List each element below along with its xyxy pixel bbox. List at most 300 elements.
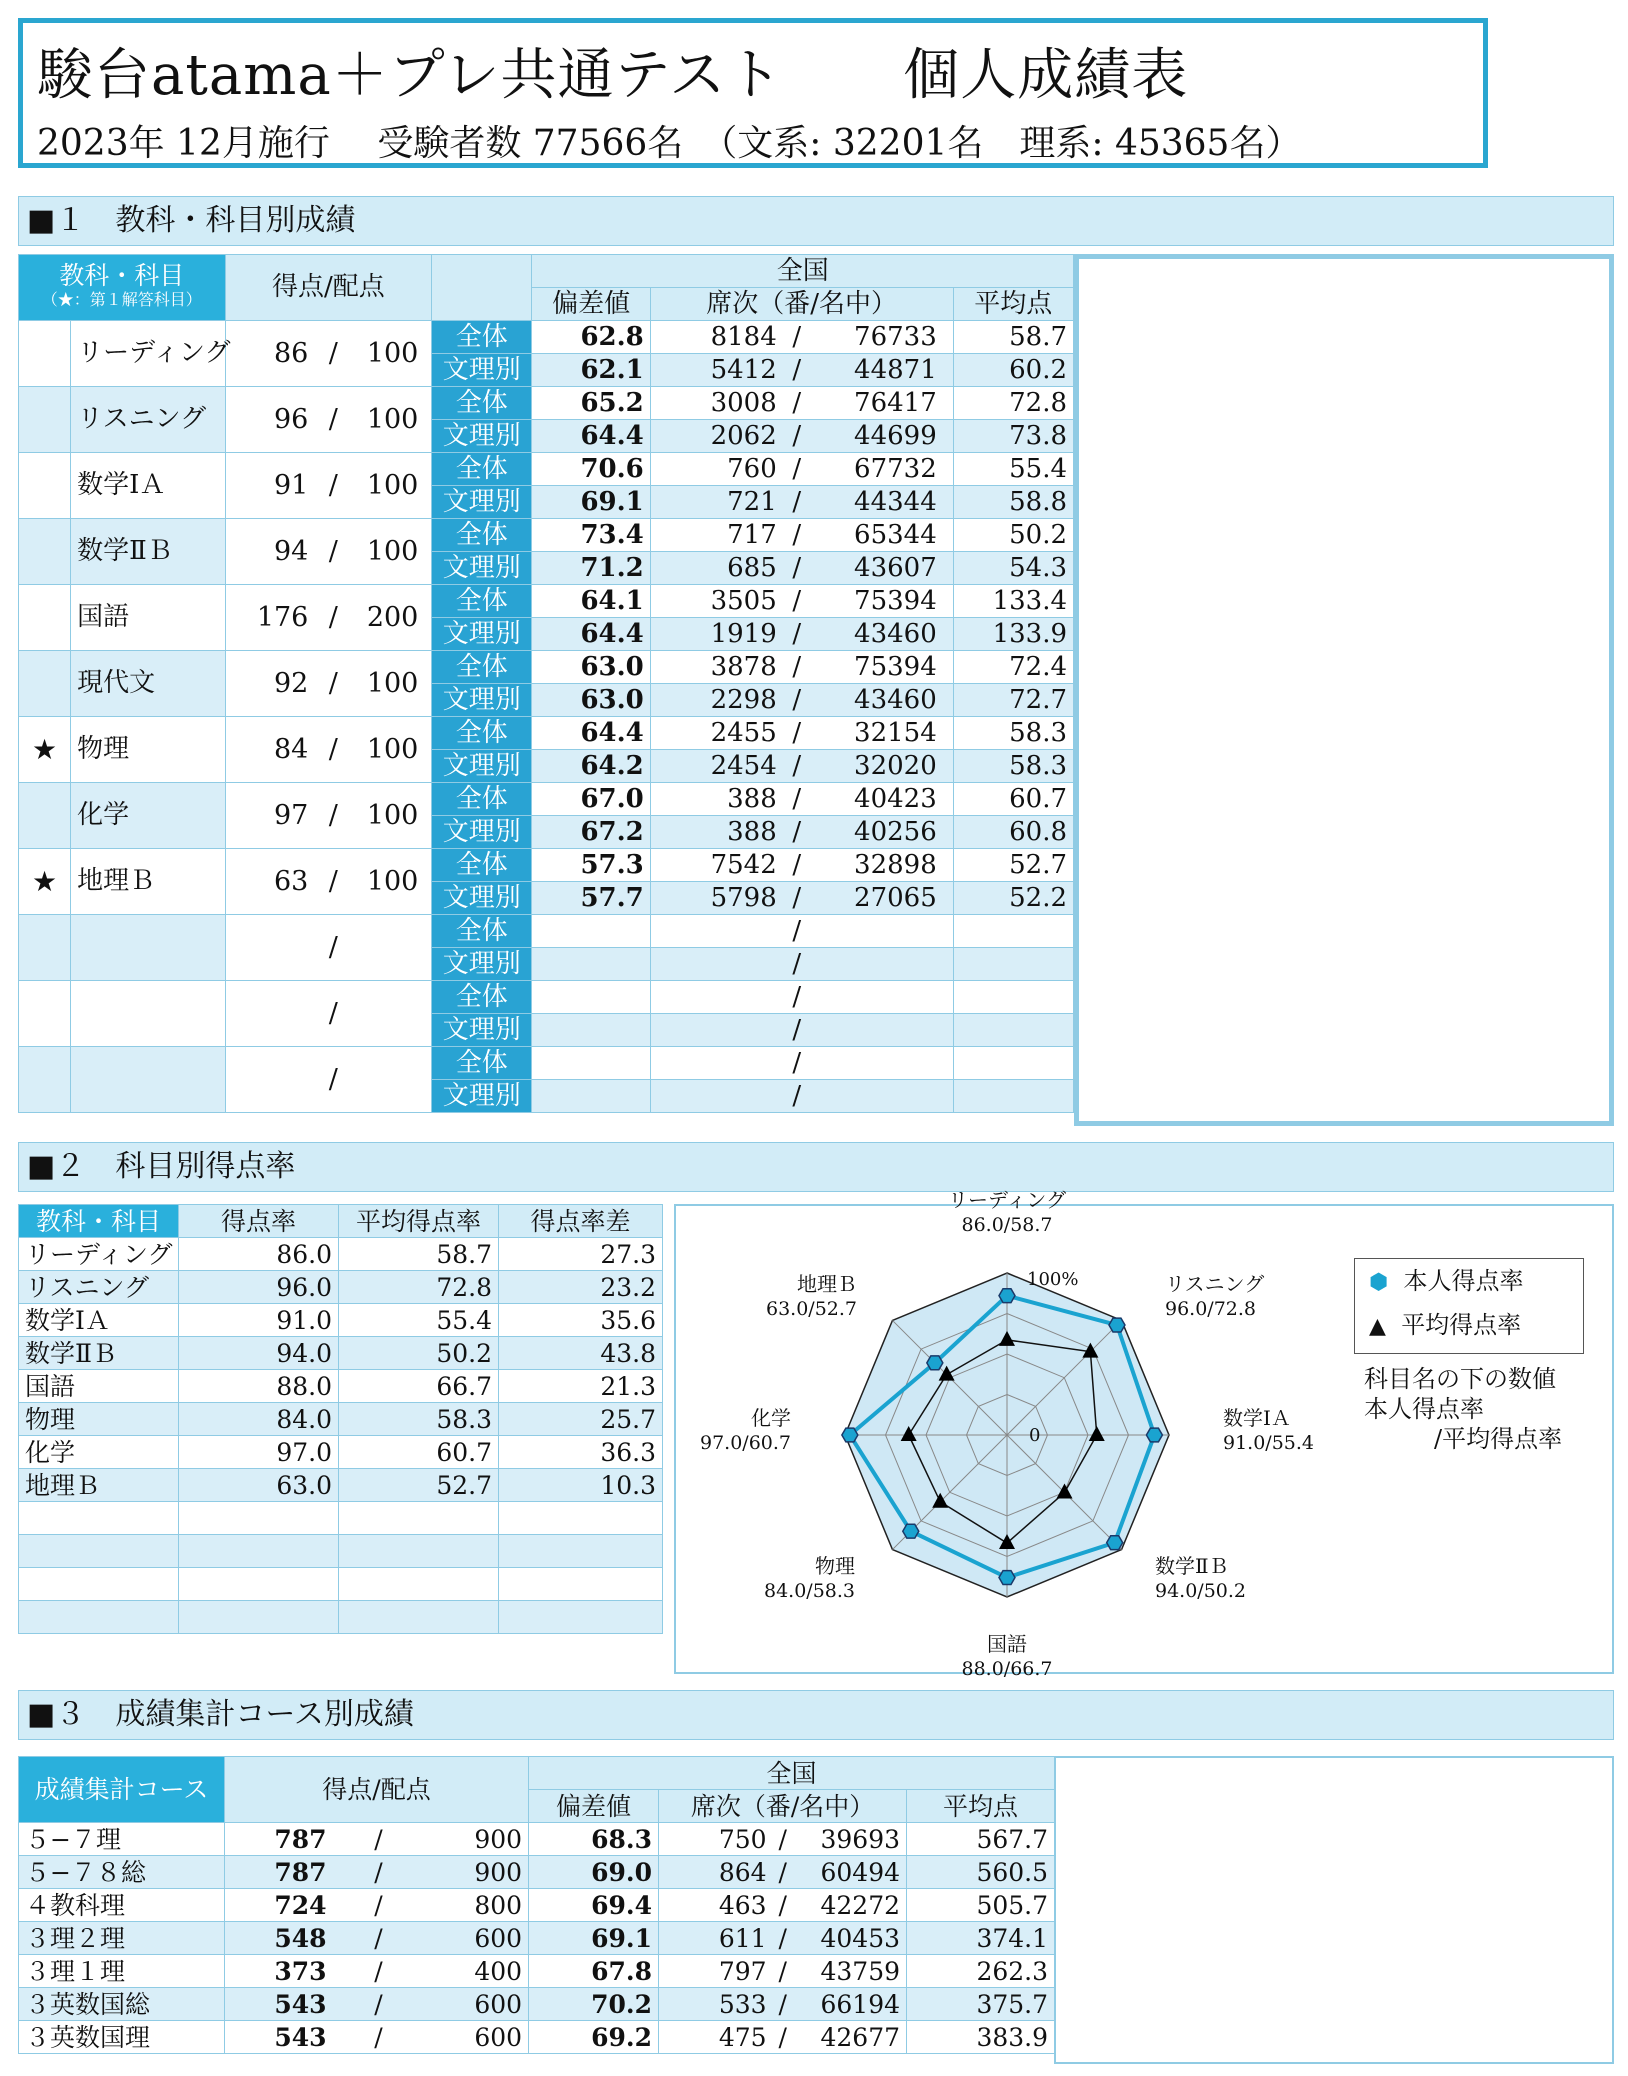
course-row [19, 1889, 1055, 1922]
subject-name: 現代文 [71, 651, 225, 717]
chart-note-line: 科目名の下の数値 [1364, 1365, 1556, 1393]
rate-diff: 10.3 [499, 1469, 663, 1502]
axis-value-label: 63.0/52.7 [765, 1298, 857, 1320]
course-average: 505.7 [907, 1889, 1055, 1922]
rate-average [339, 1601, 499, 1634]
rank-value [650, 618, 953, 651]
legend-self [1355, 1259, 1583, 1303]
rank-value [650, 519, 953, 552]
subject-name: リーディング [71, 321, 225, 387]
th2-avg-rate: 平均得点率 [339, 1205, 499, 1238]
rate-subject: リーディング [19, 1238, 179, 1271]
doc-type: 個人成績表 [903, 43, 1189, 108]
course-score: 543 [225, 1988, 333, 2021]
axis-name-label: 物理 [815, 1554, 855, 1578]
rate-subject: リスニング [19, 1271, 179, 1304]
rate-diff: 35.6 [499, 1304, 663, 1337]
self-point [999, 1289, 1015, 1303]
score-value: 94 [274, 536, 309, 567]
rate-self [179, 1502, 339, 1535]
legend-avg [1355, 1303, 1583, 1347]
course-name: ３英数国総 [19, 1988, 225, 2021]
rank-slash: / [792, 321, 802, 352]
deviation-value: 73.4 [532, 519, 650, 552]
self-point [1109, 1318, 1125, 1332]
th-average: 平均点 [953, 288, 1073, 321]
average-value: 50.2 [953, 519, 1073, 552]
subject-name: 地理Ｂ [71, 849, 225, 915]
rank-position: 3505 [710, 585, 777, 616]
rate-subject [19, 1568, 179, 1601]
rank-total-value: 39693 [820, 1824, 901, 1854]
rank-slash: / [778, 1989, 787, 2019]
th-score: 得点/配点 [225, 255, 432, 321]
first-subject-star [19, 453, 71, 519]
rank-total: 43607 [854, 552, 937, 583]
rate-subject [19, 1601, 179, 1634]
subject-name: 数学ⅡＢ [71, 519, 225, 585]
radar-max-label: 100% [1027, 1269, 1079, 1290]
scope-label: 全体 [432, 981, 532, 1014]
rate-subject: 数学ⅡＢ [19, 1337, 179, 1370]
average-value [953, 948, 1073, 981]
scope-label: 文理別 [432, 816, 532, 849]
rank-slash: / [792, 750, 802, 781]
rate-row [19, 1403, 663, 1436]
th-rank: 席次（番/名中） [650, 288, 953, 321]
course-full: 600 [425, 1988, 529, 2021]
rate-self: 88.0 [179, 1370, 339, 1403]
deviation-value: 71.2 [532, 552, 650, 585]
course-score: 548 [225, 1922, 333, 1955]
rate-row [19, 1337, 663, 1370]
score-full: 100 [366, 668, 419, 699]
rank-position: 685 [727, 552, 777, 583]
rate-diff: 21.3 [499, 1370, 663, 1403]
subject-name [71, 915, 225, 981]
course-rank-total [773, 1955, 907, 1988]
first-subject-star [19, 585, 71, 651]
subject-score [225, 519, 432, 585]
subject-score [225, 321, 432, 387]
deviation-value: 67.2 [532, 816, 650, 849]
course-score: 543 [225, 2021, 333, 2054]
rank-total-value: 66194 [820, 1989, 901, 2019]
rank-slash: / [792, 1047, 802, 1078]
rate-row [19, 1601, 663, 1634]
score-value: 176 [256, 602, 309, 633]
th3-rank: 席次（番/名中） [659, 1790, 907, 1823]
deviation-value: 57.7 [532, 882, 650, 915]
rank-slash: / [792, 552, 802, 583]
first-subject-star: ★ [19, 849, 71, 915]
scope-label: 全体 [432, 849, 532, 882]
course-rank-total [773, 1889, 907, 1922]
rank-slash: / [792, 1080, 802, 1111]
score-full: 100 [366, 800, 419, 831]
course-results-table [18, 1756, 1055, 2054]
subject-name [71, 981, 225, 1047]
course-slash: / [333, 1922, 425, 1955]
rank-slash: / [792, 915, 802, 946]
first-subject-star [19, 651, 71, 717]
course-name: ４教科理 [19, 1889, 225, 1922]
rank-total: 44699 [854, 420, 937, 451]
course-deviation: 68.3 [529, 1823, 659, 1856]
rate-average [339, 1535, 499, 1568]
scope-label: 文理別 [432, 948, 532, 981]
first-subject-star [19, 783, 71, 849]
chart-note-line: /平均得点率 [1434, 1425, 1563, 1453]
score-slash: / [328, 932, 338, 963]
course-deviation: 69.1 [529, 1922, 659, 1955]
subject-name [71, 1047, 225, 1113]
score-slash: / [328, 404, 338, 435]
axis-name-label: リスニング [1165, 1272, 1265, 1296]
th-national: 全国 [532, 255, 1074, 288]
rate-self: 97.0 [179, 1436, 339, 1469]
course-row [19, 1823, 1055, 1856]
average-value [953, 1080, 1073, 1113]
rank-slash: / [792, 651, 802, 682]
score-value: 97 [274, 800, 309, 831]
th2-rate: 得点率 [179, 1205, 339, 1238]
th-subject [19, 255, 226, 321]
deviation-value: 64.4 [532, 717, 650, 750]
rank-value [650, 1047, 953, 1080]
scope-label: 文理別 [432, 882, 532, 915]
rank-total: 40423 [854, 783, 937, 814]
deviation-value: 69.1 [532, 486, 650, 519]
score-slash: / [328, 536, 338, 567]
course-row [19, 1856, 1055, 1889]
report-header [18, 18, 1488, 168]
scope-label: 全体 [432, 321, 532, 354]
scope-label: 全体 [432, 585, 532, 618]
scope-label: 文理別 [432, 486, 532, 519]
rank-total-value: 42677 [820, 2022, 901, 2052]
subject-results-table [18, 254, 1074, 1113]
rate-average: 55.4 [339, 1304, 499, 1337]
rate-diff [499, 1568, 663, 1601]
rank-slash: / [792, 717, 802, 748]
scope-label: 全体 [432, 651, 532, 684]
axis-value-label: 84.0/58.3 [763, 1580, 855, 1602]
rank-total: 44344 [854, 486, 937, 517]
th3-score: 得点/配点 [225, 1757, 529, 1823]
first-subject-star [19, 981, 71, 1047]
rate-self [179, 1568, 339, 1601]
rank-value [650, 816, 953, 849]
score-value: 84 [274, 734, 309, 765]
course-rank: 797 [659, 1955, 773, 1988]
th-deviation: 偏差値 [532, 288, 650, 321]
subject-score [225, 717, 432, 783]
rank-total: 32154 [854, 717, 937, 748]
th-subject-note: （★：第１解答科目） [41, 289, 202, 309]
first-subject-star: ★ [19, 717, 71, 783]
axis-name-label: 国語 [987, 1632, 1027, 1656]
score-full: 100 [366, 866, 419, 897]
section-3-title: ■３ 成績集計コース別成績 [18, 1690, 1614, 1740]
exam-name: 駿台atama＋プレ共通テスト [37, 43, 784, 108]
rate-diff: 23.2 [499, 1271, 663, 1304]
first-subject-star [19, 387, 71, 453]
rank-slash: / [792, 486, 802, 517]
scope-label: 文理別 [432, 750, 532, 783]
course-score: 373 [225, 1955, 333, 1988]
rate-average [339, 1568, 499, 1601]
course-row [19, 1988, 1055, 2021]
subject-score [225, 453, 432, 519]
rank-slash: / [792, 387, 802, 418]
course-rank: 864 [659, 1856, 773, 1889]
course-deviation: 70.2 [529, 1988, 659, 2021]
course-slash: / [333, 2021, 425, 2054]
rank-value [650, 684, 953, 717]
course-full: 900 [425, 1856, 529, 1889]
rank-total: 43460 [854, 684, 937, 715]
course-rank-total [773, 1988, 907, 2021]
subject-score [225, 1047, 432, 1113]
th3-national: 全国 [529, 1757, 1055, 1790]
rank-value [650, 486, 953, 519]
rate-diff [499, 1535, 663, 1568]
average-value: 73.8 [953, 420, 1073, 453]
average-value [953, 1047, 1073, 1080]
axis-value-label: 94.0/50.2 [1155, 1580, 1247, 1602]
subject-name: 化学 [71, 783, 225, 849]
self-point [903, 1524, 919, 1538]
rate-self [179, 1535, 339, 1568]
rank-total: 40256 [854, 816, 937, 847]
deviation-value: 63.0 [532, 684, 650, 717]
rank-value [650, 783, 953, 816]
rate-self: 96.0 [179, 1271, 339, 1304]
rate-self: 84.0 [179, 1403, 339, 1436]
course-average: 567.7 [907, 1823, 1055, 1856]
rate-average: 58.3 [339, 1403, 499, 1436]
rate-row [19, 1436, 663, 1469]
axis-name-label: リーディング [948, 1188, 1066, 1212]
self-point [927, 1356, 943, 1370]
self-point [1107, 1536, 1123, 1550]
rank-value [650, 354, 953, 387]
rank-value [650, 882, 953, 915]
course-deviation: 69.2 [529, 2021, 659, 2054]
rank-position: 5798 [710, 882, 777, 913]
course-row [19, 2021, 1055, 2054]
average-value: 60.8 [953, 816, 1073, 849]
subject-row [19, 519, 1074, 552]
course-name: ５−７理 [19, 1823, 225, 1856]
average-value: 72.4 [953, 651, 1073, 684]
rate-row [19, 1568, 663, 1601]
rate-average: 66.7 [339, 1370, 499, 1403]
deviation-value [532, 981, 650, 1014]
rank-value [650, 453, 953, 486]
subject-name: 物理 [71, 717, 225, 783]
course-slash: / [333, 1823, 425, 1856]
scope-label: 全体 [432, 915, 532, 948]
average-value: 60.7 [953, 783, 1073, 816]
rank-value [650, 321, 953, 354]
course-rank: 533 [659, 1988, 773, 2021]
rate-row [19, 1304, 663, 1337]
rank-slash: / [792, 684, 802, 715]
axis-name-label: 数学ⅡＢ [1155, 1554, 1229, 1578]
rank-slash: / [792, 618, 802, 649]
scope-label: 文理別 [432, 1014, 532, 1047]
subject-score [225, 915, 432, 981]
rank-value [650, 981, 953, 1014]
rate-diff: 25.7 [499, 1403, 663, 1436]
scope-label: 文理別 [432, 354, 532, 387]
axis-name-label: 数学ⅠＡ [1223, 1406, 1291, 1430]
axis-value-label: 88.0/66.7 [961, 1658, 1053, 1680]
average-value: 58.3 [953, 750, 1073, 783]
rank-slash: / [792, 420, 802, 451]
scope-label: 文理別 [432, 618, 532, 651]
th-blank [432, 255, 532, 321]
axis-value-label: 86.0/58.7 [961, 1214, 1053, 1236]
score-value: 96 [274, 404, 309, 435]
score-slash: / [328, 338, 338, 369]
rate-row [19, 1238, 663, 1271]
score-slash: / [328, 668, 338, 699]
self-point [1146, 1428, 1162, 1442]
first-subject-star [19, 519, 71, 585]
rank-total: 75394 [854, 651, 937, 682]
subject-name: リスニング [71, 387, 225, 453]
scope-label: 全体 [432, 519, 532, 552]
deviation-value: 57.3 [532, 849, 650, 882]
subject-name: 国語 [71, 585, 225, 651]
rate-subject [19, 1502, 179, 1535]
score-full: 100 [366, 536, 419, 567]
rank-value [650, 948, 953, 981]
rank-value [650, 750, 953, 783]
course-rank: 750 [659, 1823, 773, 1856]
rank-total: 76733 [854, 321, 937, 352]
course-rank: 611 [659, 1922, 773, 1955]
rank-total: 75394 [854, 585, 937, 616]
rank-slash: / [792, 948, 802, 979]
deviation-value [532, 1080, 650, 1113]
average-value: 52.2 [953, 882, 1073, 915]
subject-row [19, 783, 1074, 816]
rank-total-value: 42272 [820, 1890, 901, 1920]
rank-position: 5412 [710, 354, 777, 385]
rank-total: 32898 [854, 849, 937, 880]
score-full: 200 [366, 602, 419, 633]
scope-label: 文理別 [432, 1080, 532, 1113]
course-full: 900 [425, 1823, 529, 1856]
deviation-value: 70.6 [532, 453, 650, 486]
rate-row [19, 1271, 663, 1304]
average-value: 54.3 [953, 552, 1073, 585]
legend-avg-label: 平均得点率 [1401, 1311, 1522, 1339]
score-value: 63 [274, 866, 309, 897]
rank-total: 43460 [854, 618, 937, 649]
course-average: 560.5 [907, 1856, 1055, 1889]
course-average: 374.1 [907, 1922, 1055, 1955]
scope-label: 全体 [432, 783, 532, 816]
score-value: 86 [274, 338, 309, 369]
report-subtitle: 2023年 12月施行 受験者数 77566名 （文系: 32201名 理系: 45365名） [37, 123, 1302, 164]
course-slash: / [333, 1889, 425, 1922]
th3-average: 平均点 [907, 1790, 1055, 1823]
rate-subject [19, 1535, 179, 1568]
rank-total: 65344 [854, 519, 937, 550]
rank-position: 760 [727, 453, 777, 484]
rate-self [179, 1601, 339, 1634]
subject-score [225, 981, 432, 1047]
average-value: 52.7 [953, 849, 1073, 882]
rate-self: 91.0 [179, 1304, 339, 1337]
scope-label: 文理別 [432, 420, 532, 453]
rank-value [650, 849, 953, 882]
first-subject-star [19, 915, 71, 981]
subject-row [19, 321, 1074, 354]
section-1-title: ■１ 教科・科目別成績 [18, 196, 1614, 246]
subject-score [225, 849, 432, 915]
rank-slash: / [778, 1857, 787, 1887]
course-slash: / [333, 1988, 425, 2021]
rank-position: 2062 [710, 420, 777, 451]
th2-diff: 得点率差 [499, 1205, 663, 1238]
average-value: 133.9 [953, 618, 1073, 651]
section-2-title: ■２ 科目別得点率 [18, 1142, 1614, 1192]
course-rank-total [773, 1922, 907, 1955]
deviation-value: 64.1 [532, 585, 650, 618]
rate-subject: 地理Ｂ [19, 1469, 179, 1502]
rank-position: 2455 [710, 717, 777, 748]
th2-subject: 教科・科目 [19, 1205, 179, 1238]
average-value [953, 981, 1073, 1014]
scope-label: 全体 [432, 453, 532, 486]
rank-position: 7542 [710, 849, 777, 880]
rate-self: 86.0 [179, 1238, 339, 1271]
blank-panel-1 [1074, 254, 1614, 1126]
subject-name: 数学ⅠＡ [71, 453, 225, 519]
first-subject-star [19, 1047, 71, 1113]
rank-value [650, 1080, 953, 1113]
deviation-value: 62.1 [532, 354, 650, 387]
course-name: ３理２理 [19, 1922, 225, 1955]
course-slash: / [333, 1856, 425, 1889]
rank-value [650, 717, 953, 750]
subject-score [225, 651, 432, 717]
scope-label: 全体 [432, 717, 532, 750]
deviation-value [532, 1014, 650, 1047]
subject-row [19, 387, 1074, 420]
course-row [19, 1955, 1055, 1988]
rate-subject: 化学 [19, 1436, 179, 1469]
rate-subject: 物理 [19, 1403, 179, 1436]
subject-row [19, 651, 1074, 684]
subject-score [225, 783, 432, 849]
course-name: ３英数国理 [19, 2021, 225, 2054]
self-point [999, 1571, 1015, 1585]
score-full: 100 [366, 338, 419, 369]
deviation-value: 65.2 [532, 387, 650, 420]
rank-position: 3878 [710, 651, 777, 682]
rank-total-value: 43759 [820, 1956, 901, 1986]
rate-row [19, 1469, 663, 1502]
score-full: 100 [366, 470, 419, 501]
rate-self: 63.0 [179, 1469, 339, 1502]
